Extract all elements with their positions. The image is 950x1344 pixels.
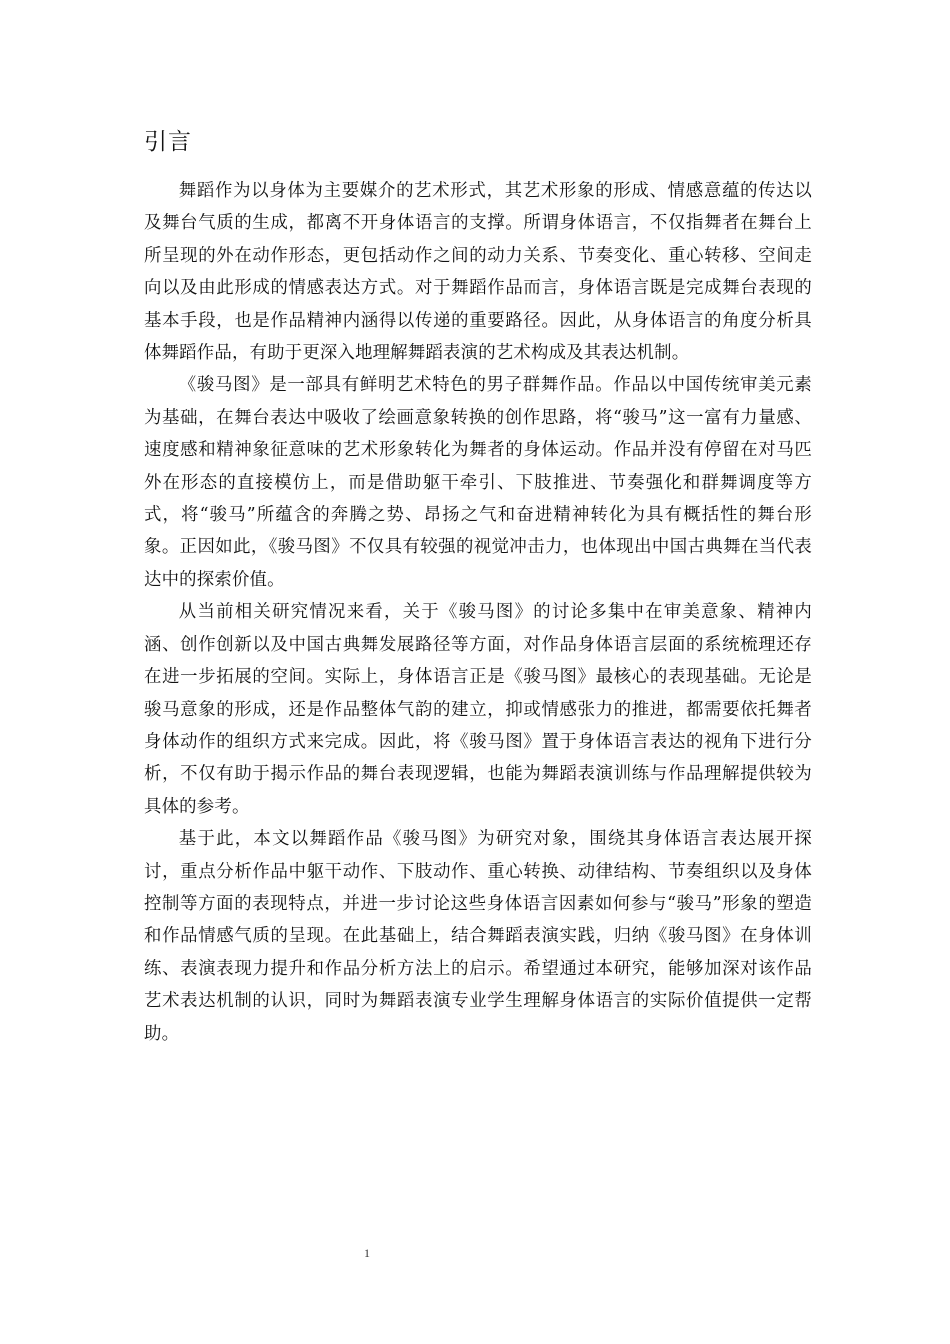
- paragraph-2: 《骏马图》是一部具有鲜明艺术特色的男子群舞作品。作品以中国传统审美元素为基础，在舞台表达中吸收了绘画意象转换的创作思路，将“骏马”这一富有力量感、速度感和精神象征意味的艺术形象转化为舞者的身体运动。作品并没有停留在对马匹外在形态的直接模仿上，而是借助躯干牵引、下肢推进、节奏强化和群舞调度等方式，将“骏马”所蕴含的奔腾之势、昂扬之气和奋进精神转化为具有概括性的舞台形象。正因如此，《骏马图》不仅具有较强的视觉冲击力，也体现出中国古典舞在当代表达中的探索价值。: [144, 375, 812, 590]
- paragraph-4: 基于此，本文以舞蹈作品《骏马图》为研究对象，围绕其身体语言表达展开探讨，重点分析作品中躯干动作、下肢动作、重心转换、动律结构、节奏组织以及身体控制等方面的表现特点，并进一步讨论这些身体语言因素如何参与“骏马”形象的塑造和作品情感气质的呈现。在此基础上，结合舞蹈表演实践，归纳《骏马图》在身体训练、表演表现力提升和作品分析方法上的启示。希望通过本研究，能够加深对该作品艺术表达机制的认识，同时为舞蹈表演专业学生理解身体语言的实际价值提供一定帮助。: [144, 829, 812, 1044]
- section-heading: 引言: [144, 129, 192, 155]
- page-number: 1: [364, 1246, 370, 1260]
- body-text: [144, 175, 812, 1050]
- paragraph-1: 舞蹈作为以身体为主要媒介的艺术形式，其艺术形象的形成、情感意蕴的传达以及舞台气质的生成，都离不开身体语言的支撑。所谓身体语言，不仅指舞者在舞台上所呈现的外在动作形态，更包括动作之间的动力关系、节奏变化、重心转移、空间走向以及由此形成的情感表达方式。对于舞蹈作品而言，身体语言既是完成舞台表现的基本手段，也是作品精神内涵得以传递的重要路径。因此，从身体语言的角度分析具体舞蹈作品，有助于更深入地理解舞蹈表演的艺术构成及其表达机制。: [144, 181, 812, 364]
- paragraph-3: 从当前相关研究情况来看，关于《骏马图》的讨论多集中在审美意象、精神内涵、创作创新以及中国古典舞发展路径等方面，对作品身体语言层面的系统梳理还存在进一步拓展的空间。实际上，身体语言正是《骏马图》最核心的表现基础。无论是骏马意象的形成，还是作品整体气韵的建立，抑或情感张力的推进，都需要依托舞者身体动作的组织方式来完成。因此，将《骏马图》置于身体语言表达的视角下进行分析，不仅有助于揭示作品的舞台表现逻辑，也能为舞蹈表演训练与作品理解提供较为具体的参考。: [144, 602, 812, 817]
